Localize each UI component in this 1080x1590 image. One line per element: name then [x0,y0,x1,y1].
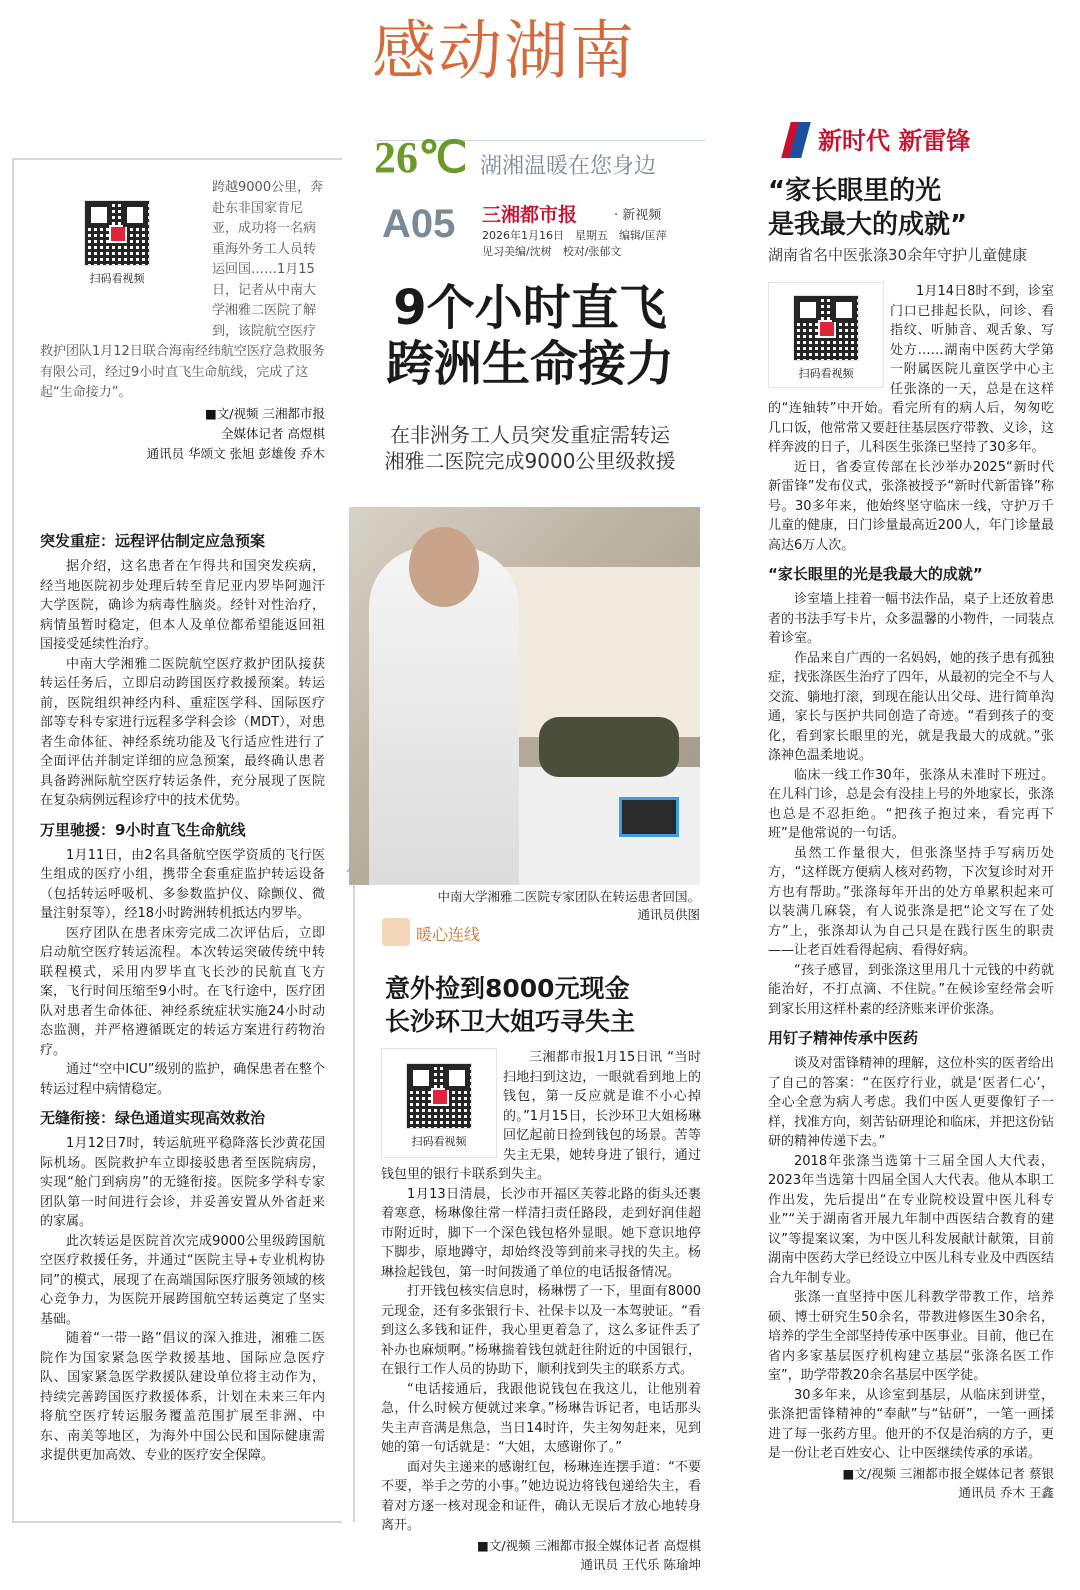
page-number: A05 [382,202,456,246]
paragraph: 作品来自广西的一名妈妈，她的孩子患有孤独症，找张涤医生治疗了四年，从最初的完全不与人交流、躺地打滚，到现在能认出父母、进行简单沟通，家长与医护共同创造了奇迹。“看到孩子的变化，看到家长眼里的光，就是我最大的成就。”张涤神色温柔地说。 [768,650,1055,763]
paragraph: “电话接通后，我跟他说钱包在我这儿，让他别着急，什么时候方便就过来拿。”杨琳告诉记者，电话那头失主声音满是焦急，当日14时许，失主匆匆赶来，见到她的第一句话就是：“大姐，太感谢你了。” [381,1381,701,1455]
right-story-body [768,282,1054,1502]
issue-info: 2026年1月16日 星期五 编辑/匡萍 [482,229,667,242]
paragraph: 30多年来，从诊室到基层，从临床到讲堂，张涤把雷锋精神的“奉献”与“钻研”，一笔一画揉进了每一张药方里。他开的不仅是治病的方子，更是一份让老百姓安心、让中医继续传承的承诺。 [768,1387,1055,1461]
paragraph: 临床一线工作30年，张涤从未准时下班过。在儿科门诊，总是会有没挂上号的外地家长，张涤也总是不忍拒绝。“把孩子抱过来，看完再下班”是他常说的一句话。 [768,767,1055,841]
video-brand: · 新视频 [614,208,662,223]
video-qr-code[interactable] [768,282,884,388]
intro-text [40,178,325,404]
main-subheadline: 在非洲务工人员突发重症需转运 湘雅二医院完成9000公里级救援 [384,423,676,473]
section-heading: “家长眼里的光是我最大的成就” [768,565,983,583]
paragraph: 近日，省委宣传部在长沙举办2025“新时代新雷锋”发布仪式，张涤被授予“新时代新雷锋”称号。30多年来，他始终坚守临床一线，守护万千儿童的健康，日门诊量最高近200人，年门诊量最高达6万人次。 [768,459,1054,553]
paragraph: 张涤一直坚持中医儿科教学带教工作，培养硕、博士研究生50余名，带教进修医生30余名，培养的学生全部坚持传承中医事业。目前，他已在省内多家基层医疗机构建立基层“张涤名医工作室”，助学带教20余名基层中医学徒。 [768,1290,1055,1383]
section-heading: 用钉子精神传承中医药 [768,1029,919,1047]
byline: ■文/视频 三湘都市报 全媒体记者 高煜棋 通讯员 华颂文 张旭 彭雄俊 乔木 [146,405,325,461]
paragraph: 医疗团队在患者床旁完成二次评估后，立即启动航空医疗转运流程。本次转运突破传统中转联程模式，采用内罗毕直飞长沙的民航直飞方案，飞行时间压缩至9小时。在飞行途中，医疗团队对患者生命体征、神经系统症状实施24小时动态监测，并严格遵循既定的转运方案进行药物治疗。 [40,925,325,1058]
paragraph: 据介绍，这名患者在乍得共和国突发疾病，经当地医院初步处理后转至肯尼亚内罗毕阿迦汗大学医院，确诊为病毒性脑炎。经针对性治疗，病情虽暂时稳定，但本人及单位都希望能返回祖国接受延续性治疗。 [40,559,325,652]
video-qr-code[interactable] [84,200,150,286]
paragraph: 谈及对雷锋精神的理解，这位朴实的医者给出了自己的答案：“在医疗行业，就是‘医者仁心’，全心全意为病人考虑。我们中医人更要像钉子一样，找准方向，刻苦钻研理论和临床，并把这份钻研的精神传递下去。” [768,1056,1055,1149]
warm-story-body [381,1048,701,1574]
paragraph: 面对失主递来的感谢红包，杨琳连连摆手道：“不要不要，举手之劳的小事。”她边说边将钱包递给失主，看着对方逐一核对现金和证件，确认无误后才放心地转身离开。 [381,1459,701,1533]
video-qr-code[interactable] [381,1048,497,1158]
right-story-subheadline: 湖南省名中医张涤30余年守护儿童健康 [768,246,1028,264]
main-story-body [40,522,325,1466]
paragraph: 通过“空中ICU”级别的监护，确保患者在整个转运过程中病情稳定。 [40,1062,325,1097]
editor-info: 见习美编/沈树 校对/张郁文 [482,245,622,258]
section-heading: 突发重症：远程评估制定应急预案 [40,532,266,550]
intro-paragraph: 跨越9000公里，奔赴东非国家肯尼亚，成功将一名病重海外务工人员转运回国……1月15日，记者从中南大学湘雅二医院了解到，该院航空医疗救护团队1月12日联合海南经纬航空医疗急救服务有限公司，经过9小时直飞生命航线，完成了这起“生命接力”。 [40,180,325,400]
masthead [372,12,712,262]
main-headline: 9个小时直飞 跨洲生命接力 [385,280,674,392]
news-photo [349,507,700,885]
section-title: 感动湖南 [372,15,636,89]
paragraph: 此次转运是医院首次完成9000公里级跨国航空医疗救援任务，并通过“医院主导+专业机构协同”的模式，展现了在高端国际医疗服务领域的核心竞争力，为医院开展跨国航空转运奠定了坚实基础。 [40,1233,325,1327]
qr-code-icon [406,1063,472,1129]
qr-caption: 扫码看视频 [89,272,145,285]
paragraph: 1月11日，由2名具备航空医学资质的飞行医生组成的医疗小组，携带全套重症监护转运设备（包括转运呼吸机、多参数监护仪、除颤仪、微量注射泵等），经18小时跨洲转机抵达内罗毕。 [40,847,325,921]
column-divider [353,872,355,1522]
paragraph: 1月13日清晨，长沙市开福区芙蓉北路的街头还裹着寒意，杨琳像往常一样清扫责任路段，走到好润佳超市附近时，脚下一个深色钱包格外显眼。她下意识地停下脚步，原地蹲守，却始终没等到前来寻找的失主。杨琳捡起钱包，第一时间拨通了单位的电话报备情况。 [381,1186,701,1280]
qr-caption: 扫码看视频 [798,367,854,380]
paragraph: 虽然工作量很大，但张涤坚持手写病历处方，“这样既方便病人核对药物，下次复诊时对开方也有帮助。”张涤每年开出的处方单累积起来可以装满几麻袋，有人说张涤是把“论文写在了处方”上，张涤却认为自己只是在践行医生的职责——让老百姓看得起病、看得好病。 [768,845,1054,958]
qr-code-icon [84,200,150,266]
column-tag: 新时代 新雷锋 [768,112,1054,170]
column-tag: 暖心连线 [382,922,480,945]
right-story [768,112,1054,1502]
qr-code-icon [793,295,859,361]
byline: ■文/视频 三湘都市报全媒体记者 蔡银 通讯员 乔木 王鑫 [842,1465,1054,1500]
section-heading: 万里驰援：9小时直飞生命航线 [40,820,246,839]
paragraph: 1月12日7时，转运航班平稳降落长沙黄花国际机场。医院救护车立即接驳患者至医院病房，实现“舱门到病房”的无缝衔接。医院多学科专家团队第一时间进行会诊，并妥善安置从外省赶来的家属。 [40,1136,325,1229]
photo-caption: 中南大学湘雅二医院专家团队在转运患者回国。 通讯员供图 [437,889,700,922]
paragraph: 随着“一带一路”倡议的深入推进，湘雅二医院作为国家紧急医学救援基地、国际应急医疗队、国家紧急医学救援队建设单位将主动作为，持续完善跨国医疗救援体系，计划在未来三年内将航空医疗转运服务覆盖范围扩展至非洲、中东、南美等地区，为海外中国公民和国际健康需求提供更加高效、专业的医疗安全保障。 [40,1331,325,1463]
paragraph: 1月14日8时不到，诊室门口已排起长队，问诊、看指纹、听肺音、观舌象、写处方……湖南中医药大学第一附属医院儿童医学中心主任张涤的一天，总是在这样的“连轴转”中开始。看完所有的病人后，匆匆吃几口饭，他常常又要赶往基层医疗带教、义诊，这样奔波的日子，儿科医生张涤已坚持了30多年。 [768,284,1055,455]
warm-story-headline: 意外捡到8000元现金 长沙环卫大姐巧寻失主 [385,974,636,1036]
paragraph: 诊室墙上挂着一幅书法作品，桌子上还放着患者的书法手写卡片，众多温馨的小物件，一同装点着诊室。 [768,592,1055,646]
byline: ■文/视频 三湘都市报全媒体记者 高煜棋 通讯员 王代乐 陈瑜坤 [477,1537,701,1572]
paragraph: 2018年张涤当选第十三届全国人大代表，2023年当选第十四届全国人大代表。他从本职工作出发，先后提出“在专业院校设置中医儿科专业”“关于湖南省开展九年制中西医结合教育的建议”等提案议案，为中医儿科发展献计献策，目前湖南中医药大学已经设立中医儿科专业及中西医结合九年制专业。 [768,1153,1055,1286]
section-heading: 无缝衔接：绿色通道实现高效救治 [40,1109,266,1127]
newspaper-name: 三湘都市报 [482,204,578,226]
temperature-logo: 26℃ [374,133,468,182]
paragraph: “孩子感冒，到张涤这里用几十元钱的中药就能治好，不打点滴、不住院。”在候诊室经常会听到家长用这样朴素的经济账来评价张涤。 [768,962,1054,1017]
right-story-headline: “家长眼里的光 是我最大的成就” [768,176,968,240]
paragraph: 中南大学湘雅二医院航空医疗救护团队接获转运任务后，立即启动跨国医疗救援预案。转运前，医院组织神经内科、重症医学科、国际医疗部等专科专家进行远程多学科会诊（MDT），对患者生命体征、神经系统功能及飞行适应性进行了全面评估并制定详细的应急预案，最终确认患者具备跨洲际航空医疗转运条件，充分展现了医院在复杂病例远程诊疗中的技术优势。 [40,656,325,808]
qr-caption: 扫码看视频 [411,1135,467,1148]
slogan: 湖湘温暖在您身边 [480,154,657,179]
main-story-intro [40,178,325,488]
paragraph: 三湘都市报1月15日讯 “当时扫地扫到这边，一眼就看到地上的钱包，第一反应就是谁不小心掉的。”1月15日，长沙环卫大姐杨琳回忆起前日捡到钱包的场景。苦等失主无果，她转身进了银行，通过钱包里的银行卡联系到失主。 [381,1050,701,1182]
paragraph: 打开钱包核实信息时，杨琳愣了一下，里面有8000元现金，还有多张银行卡、社保卡以及一本驾驶证。“看到这么多钱和证件，我心里更着急了，这么多证件丢了补办也麻烦啊。”杨琳揣着钱包就赶往附近的中国银行，在银行工作人员的协助下，顺利找到失主的联系方式。 [381,1284,701,1377]
